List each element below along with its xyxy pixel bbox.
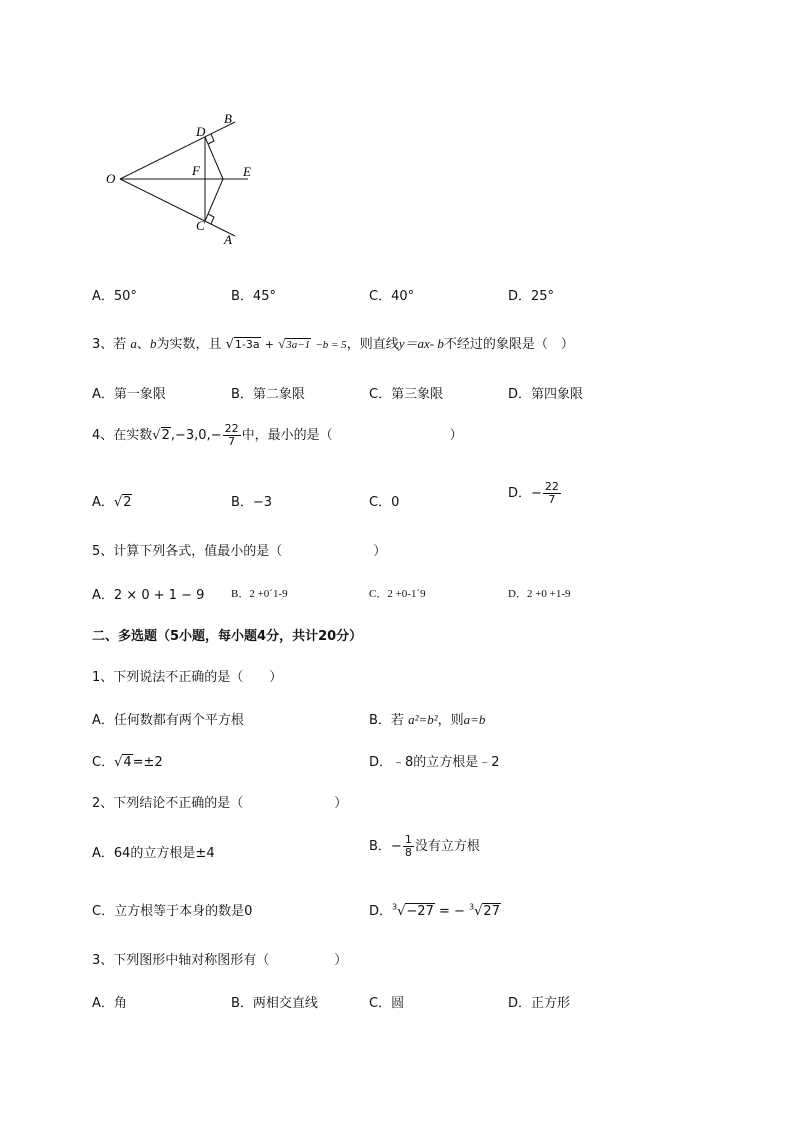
label-f: F bbox=[192, 163, 200, 178]
q3-var-a: a bbox=[130, 336, 137, 351]
right-angle-d bbox=[208, 134, 214, 144]
m2-question: 2、下列结论不正确的是（ ） bbox=[92, 796, 348, 811]
ray-ob bbox=[120, 122, 235, 179]
q4-question bbox=[92, 423, 463, 448]
q3-tail: −b = 5 bbox=[315, 339, 347, 351]
q3-mid2: ，则直线 bbox=[346, 337, 399, 352]
label-c: C bbox=[196, 218, 205, 233]
q4-option-c[interactable]: C．0 bbox=[369, 495, 400, 510]
label-d: D bbox=[196, 124, 206, 139]
m3-option-d[interactable]: D．正方形 bbox=[508, 996, 571, 1011]
m2-option-a[interactable]: A．64的立方根是±4 bbox=[92, 846, 215, 861]
right-angle-c bbox=[208, 214, 214, 224]
m2-option-b[interactable]: B．− $\frac{1}{8}$ 没有立方根 bbox=[369, 833, 480, 859]
q3-mid: 为实数，且 bbox=[156, 337, 222, 352]
q5-option-c[interactable]: C．2 +0-1´9 bbox=[369, 588, 426, 600]
q5-option-d[interactable]: D．2 +0 +1-9 bbox=[508, 588, 571, 600]
q3-question bbox=[92, 333, 574, 352]
q3-radical-1: √1-3a bbox=[225, 337, 260, 352]
m1-question: 1、下列说法不正确的是（ ） bbox=[92, 670, 283, 685]
m2-option-c[interactable]: C．立方根等于本身的数是0 bbox=[92, 904, 253, 919]
section-2-title: 二、多选题（5小题，每小题4分，共计20分） bbox=[92, 629, 363, 644]
q3-line-eq: y＝ax- b bbox=[398, 336, 444, 351]
q5-option-a[interactable]: A．2 × 0 + 1 − 9 bbox=[92, 588, 205, 603]
m3-question: 3、下列图形中轴对称图形有（ ） bbox=[92, 953, 348, 968]
q2-option-a[interactable]: A．50° bbox=[92, 289, 137, 304]
q3-plus: + bbox=[264, 338, 274, 351]
q2-option-b[interactable]: B．45° bbox=[231, 289, 276, 304]
q4-option-b[interactable]: B．−3 bbox=[231, 495, 273, 510]
m1-option-b[interactable]: B．若 a²=b²，则a=b bbox=[369, 712, 486, 728]
label-o: O bbox=[106, 171, 116, 186]
q3-var-b: b bbox=[149, 336, 157, 351]
q3-option-c[interactable]: C．第三象限 bbox=[369, 387, 444, 402]
q2-option-c[interactable]: C．40° bbox=[369, 289, 415, 304]
m2-option-d[interactable]: D．$^3$√−27 = − $^3$√27 bbox=[369, 902, 500, 919]
m1-option-d[interactable]: D．﹣8的立方根是﹣2 bbox=[369, 755, 500, 770]
m3-option-c[interactable]: C．圆 bbox=[369, 996, 405, 1011]
ray-oa bbox=[120, 179, 235, 236]
label-b: B bbox=[224, 111, 232, 126]
q4-option-a[interactable]: A．√2 bbox=[92, 495, 132, 510]
m3-option-a[interactable]: A．角 bbox=[92, 996, 127, 1011]
q4-option-d[interactable]: D．− $\frac{22}{7}$ bbox=[508, 480, 559, 506]
geometry-figure bbox=[100, 108, 270, 258]
q4-prefix: 4、在实数 bbox=[92, 428, 153, 443]
segment-ce bbox=[205, 179, 223, 221]
q3-option-d[interactable]: D．第四象限 bbox=[508, 387, 584, 402]
m1-option-a[interactable]: A．任何数都有两个平方根 bbox=[92, 713, 244, 728]
q3-radical-2: √3a−1 bbox=[278, 336, 311, 351]
q4-suffix: 中，最小的是（ ） bbox=[241, 428, 463, 443]
q3-option-b[interactable]: B．第二象限 bbox=[231, 387, 305, 402]
label-e: E bbox=[243, 164, 251, 179]
segment-de bbox=[205, 137, 223, 179]
q5-option-b[interactable]: B．2 +0´1-9 bbox=[231, 588, 288, 600]
label-a: A bbox=[224, 232, 232, 247]
q5-question: 5、计算下列各式，值最小的是（ ） bbox=[92, 544, 387, 559]
q4-radical: √2 bbox=[152, 428, 170, 443]
q2-option-d[interactable]: D．25° bbox=[508, 289, 555, 304]
q4-list: ,−3,0,− bbox=[170, 428, 222, 443]
q3-suffix: 不经过的象限是（ ） bbox=[443, 337, 574, 352]
q3-sep: 、 bbox=[136, 337, 150, 352]
q4-fraction: $\frac{22}{7}$ bbox=[224, 422, 239, 448]
m3-option-b[interactable]: B．两相交直线 bbox=[231, 996, 318, 1011]
q3-prefix: 3、若 bbox=[92, 337, 127, 352]
q3-option-a[interactable]: A．第一象限 bbox=[92, 387, 166, 402]
m1-option-c[interactable]: C．√4=±2 bbox=[92, 755, 163, 770]
